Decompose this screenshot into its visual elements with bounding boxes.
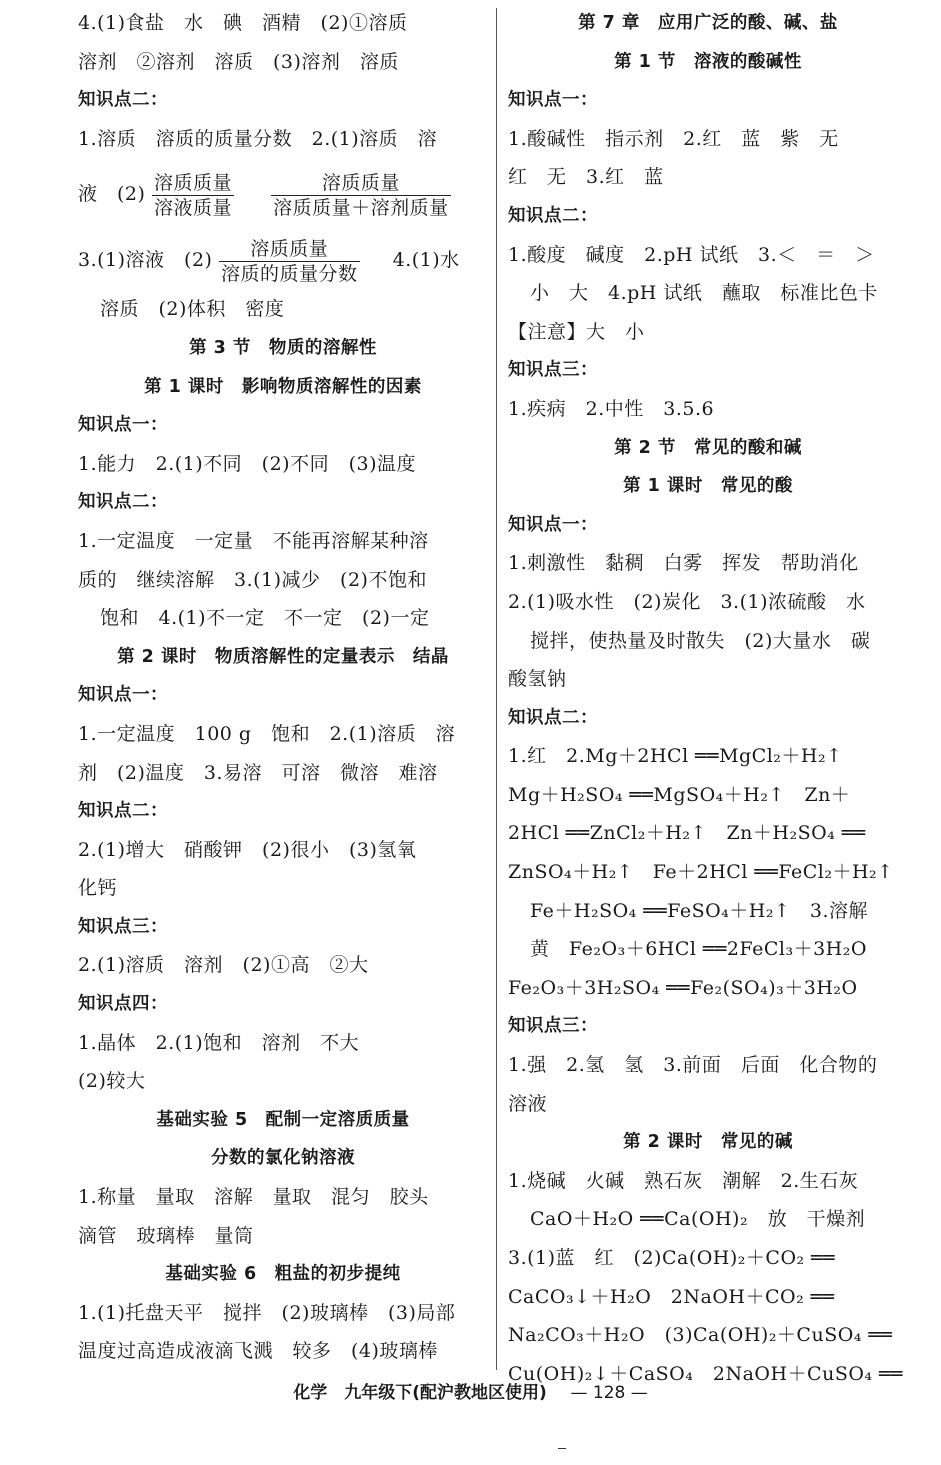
answer-line: 1.溶质 溶质的质量分数 2.(1)溶质 溶 [78, 127, 438, 150]
fraction-2 [271, 171, 451, 220]
answer-line: 搅拌，使热量及时散失 (2)大量水 碳 [530, 629, 871, 652]
experiment-heading: 基础实验 6 粗盐的初步提纯 [165, 1264, 401, 1285]
answer-text: 液 (2) [78, 183, 146, 206]
answer-line: 1.一定温度 一定量 不能再溶解某种溶 [78, 529, 429, 552]
answer-line: 溶液 [508, 1092, 548, 1115]
answer-line: 质的 继续溶解 3.(1)减少 (2)不饱和 [78, 568, 427, 591]
footer-subject: 化学 九年级下(配沪教地区使用) [293, 1383, 547, 1403]
answer-line: 溶剂 ②溶剂 溶质 (3)溶剂 溶质 [78, 50, 399, 73]
knowledge-point-heading: 知识点一： [78, 415, 168, 436]
experiment-heading: 分数的氯化钠溶液 [211, 1148, 355, 1169]
answer-line: 1.晶体 2.(1)饱和 溶剂 不大 [78, 1031, 360, 1054]
knowledge-point-heading: 知识点三： [78, 916, 168, 937]
answer-line: 酸氢钠 [508, 668, 567, 691]
experiment-heading: 基础实验 5 配制一定溶质质量 [156, 1109, 410, 1130]
answer-line: 化钙 [78, 877, 118, 900]
fraction-numerator: 溶质质量 [271, 171, 451, 196]
answer-line: 红 无 3.红 蓝 [508, 166, 664, 189]
equation-line: CaCO₃↓＋H₂O 2NaOH＋CO₂ ══ [508, 1285, 835, 1308]
knowledge-point-heading: 知识点二： [508, 707, 598, 728]
fraction-denominator: 溶液质量 [153, 196, 232, 219]
lesson-heading: 第 1 课时 常见的酸 [623, 476, 793, 497]
answer-line: 4.(1)食盐 水 碘 酒精 (2)①溶质 [78, 12, 408, 34]
answer-line: 剂 (2)温度 3.易溶 可溶 微溶 难溶 [78, 761, 438, 784]
equation-line: CaO＋H₂O ══Ca(OH)₂ 放 干燥剂 [530, 1208, 866, 1231]
knowledge-point-heading: 知识点三： [508, 360, 598, 381]
equation-line: 2HCl ══ZnCl₂＋H₂↑ Zn＋H₂SO₄ ══ [508, 822, 866, 845]
equation-line: Fe＋H₂SO₄ ══FeSO₄＋H₂↑ 3.溶解 [530, 899, 869, 922]
answer-line: 2.(1)增大 硝酸钾 (2)很小 (3)氢氧 [78, 838, 417, 861]
page-footer [0, 1378, 941, 1403]
knowledge-point-heading: 知识点三： [508, 1016, 598, 1037]
answer-line: 饱和 4.(1)不一定 不一定 (2)一定 [100, 607, 430, 630]
answer-line: 1.(1)托盘天平 搅拌 (2)玻璃棒 (3)局部 [78, 1301, 456, 1324]
answer-line: 1.烧碱 火碱 熟石灰 潮解 2.生石灰 [508, 1169, 859, 1192]
knowledge-point-heading: 知识点四： [78, 994, 168, 1015]
knowledge-point-heading: 知识点一： [508, 90, 598, 111]
answer-line: 2.(1)溶质 溶剂 (2)①高 ②大 [78, 954, 369, 977]
fraction-1 [152, 171, 234, 220]
equation-line: Na₂CO₃＋H₂O (3)Ca(OH)₂＋CuSO₄ ══ [508, 1324, 893, 1347]
knowledge-point-heading: 知识点一： [78, 685, 168, 706]
answer-line: 1.刺激性 黏稠 白雾 挥发 帮助消化 [508, 552, 859, 575]
equation-line: Cu(OH)₂↓＋CaSO₄ 2NaOH＋CuSO₄ ══ [508, 1362, 903, 1385]
answer-line: 小 大 4.pH 试纸 蘸取 标准比色卡 [530, 282, 878, 305]
answer-line: 温度过高造成液滴飞溅 较多 (4)玻璃棒 [78, 1340, 438, 1363]
lesson-heading: 第 2 课时 常见的碱 [623, 1132, 793, 1153]
section-heading: 第 1 节 溶液的酸碱性 [614, 51, 802, 72]
fraction-numerator: 溶质质量 [219, 237, 360, 262]
fraction-denominator: 溶质质量＋溶剂质量 [273, 196, 449, 219]
scan-mark [558, 1448, 566, 1449]
answer-line: 溶质 (2)体积 密度 [100, 298, 285, 321]
answer-line: 滴管 玻璃棒 量筒 [78, 1224, 254, 1247]
fraction-line [78, 158, 488, 230]
answer-line: 1.称量 量取 溶解 量取 混匀 胶头 [78, 1186, 429, 1209]
answer-text: 3.(1)溶液 (2) [78, 249, 213, 272]
chapter-heading: 第 7 章 应用广泛的酸、碱、盐 [578, 13, 838, 33]
knowledge-point-heading: 知识点一： [508, 514, 598, 535]
equation-line: 3.(1)蓝 红 (2)Ca(OH)₂＋CO₂ ══ [508, 1247, 836, 1269]
equation-line: Fe₂O₃＋3H₂SO₄ ══Fe₂(SO₄)₃＋3H₂O [508, 976, 858, 999]
knowledge-point-heading: 知识点二： [78, 801, 168, 822]
answer-line: 1.酸碱性 指示剂 2.红 蓝 紫 无 [508, 127, 839, 150]
answer-text: 4.(1)水 [392, 249, 460, 272]
right-column [508, 4, 908, 1393]
answer-line: (2)较大 [78, 1070, 146, 1093]
answer-line: 1.酸度 碱度 2.pH 试纸 3.＜ ＝ ＞ [508, 243, 875, 266]
equation-line: ZnSO₄＋H₂↑ Fe＋2HCl ══FeCl₂＋H₂↑ [508, 861, 894, 884]
answer-line: 2.(1)吸水性 (2)炭化 3.(1)浓硫酸 水 [508, 590, 866, 613]
fraction-numerator: 溶质质量 [153, 171, 232, 194]
fraction-3 [219, 237, 360, 286]
lesson-heading: 第 2 课时 物质溶解性的定量表示 结晶 [117, 646, 449, 667]
section-heading: 第 3 节 物质的溶解性 [189, 337, 377, 358]
section-heading: 第 2 节 常见的酸和碱 [614, 437, 802, 458]
lesson-heading: 第 1 课时 影响物质溶解性的因素 [144, 376, 422, 397]
equation-line: Mg＋H₂SO₄ ══MgSO₄＋H₂↑ Zn＋ [508, 783, 851, 806]
fraction-denominator: 溶质的质量分数 [221, 262, 358, 285]
knowledge-point-heading: 知识点二： [78, 90, 168, 111]
page-number: — 128 — [570, 1383, 648, 1403]
knowledge-point-heading: 知识点二： [508, 205, 598, 226]
answer-line: 1.能力 2.(1)不同 (2)不同 (3)温度 [78, 452, 416, 475]
column-divider [496, 8, 497, 1370]
left-column [78, 4, 488, 1371]
knowledge-point-heading: 知识点二： [78, 492, 168, 513]
answer-line: 1.一定温度 100 g 饱和 2.(1)溶质 溶 [78, 722, 456, 745]
equation-line: 黄 Fe₂O₃＋6HCl ══2FeCl₃＋3H₂O [530, 938, 867, 961]
fraction-line [78, 230, 488, 290]
answer-line: 1.疾病 2.中性 3.5.6 [508, 397, 715, 420]
note-line: 【注意】大 小 [508, 320, 645, 343]
equation-line: 1.红 2.Mg＋2HCl ══MgCl₂＋H₂↑ [508, 745, 843, 768]
answer-line: 1.强 2.氢 氢 3.前面 后面 化合物的 [508, 1054, 878, 1077]
